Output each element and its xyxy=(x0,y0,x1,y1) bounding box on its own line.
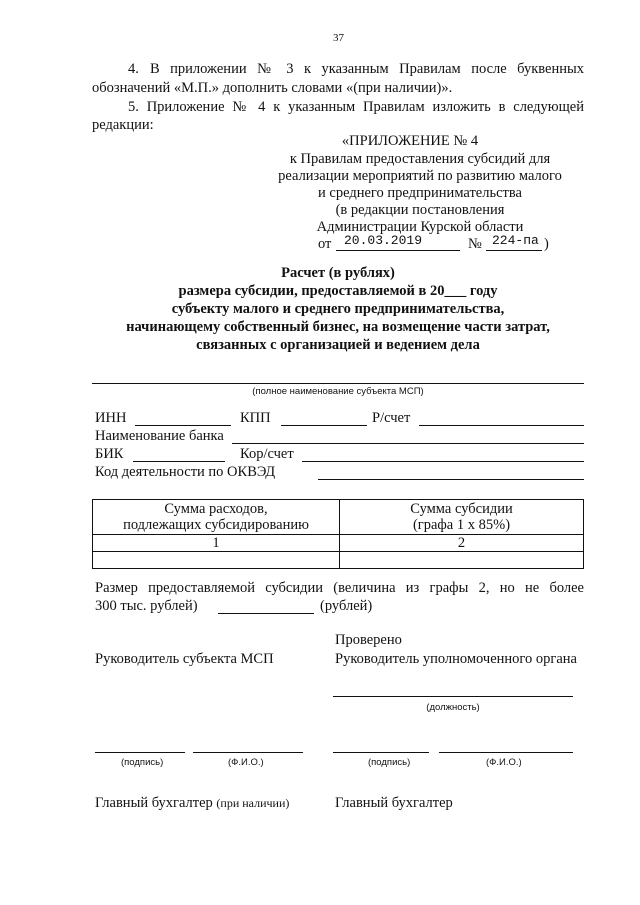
chief-acc-right: Главный бухгалтер xyxy=(335,795,453,811)
p4-line2: обозначений «М.П.» дополнить словами «(при наличии)». xyxy=(92,80,453,96)
fio-field-right[interactable] xyxy=(439,752,573,753)
table-cell-subsidy[interactable] xyxy=(340,552,584,569)
p5-line2: редакции: xyxy=(92,117,154,133)
appendix-line2: реализации мероприятий по развитию малого xyxy=(278,168,562,184)
table-header-subsidy: Сумма субсидии (графа 1 х 85%) xyxy=(340,500,584,535)
kpp-label: КПП xyxy=(240,410,271,426)
fio-caption-left: (Ф.И.О.) xyxy=(228,757,264,768)
appendix-close: ) xyxy=(544,236,549,252)
appendix-date: 20.03.2019 xyxy=(344,233,423,248)
subsidy-line2a: 300 тыс. рублей) xyxy=(95,598,198,614)
calc-title-5: связанных с организацией и ведением дела xyxy=(196,337,480,353)
appendix-no: № xyxy=(468,236,482,252)
bank-label: Наименование банка xyxy=(95,428,224,444)
table-header-expenses: Сумма расходов, подлежащих субсидированию xyxy=(93,500,340,535)
calc-title-1: Расчет (в рублях) xyxy=(281,265,395,281)
sign-caption-left: (подпись) xyxy=(121,757,164,768)
bik-label: БИК xyxy=(95,446,124,462)
appendix-title: «ПРИЛОЖЕНИЕ № 4 xyxy=(341,133,479,149)
head-org-label: Руководитель уполномоченного органа xyxy=(335,651,577,667)
p4-num: 4. xyxy=(128,61,139,77)
appendix-number: 224-па xyxy=(492,233,539,248)
appendix-line1: к Правилам предоставления субсидий для xyxy=(289,151,551,167)
sign-field-left[interactable] xyxy=(95,752,185,753)
appendix-line3: и среднего предпринимательства xyxy=(318,185,522,201)
page-number: 37 xyxy=(333,32,344,44)
subsidy-table xyxy=(92,499,584,569)
bik-field[interactable] xyxy=(133,461,225,462)
calc-title-4: начинающему собственный бизнес, на возмещение части затрат, xyxy=(126,319,550,335)
subsidy-amount-field[interactable] xyxy=(218,613,314,614)
okved-field[interactable] xyxy=(318,479,584,480)
okved-label: Код деятельности по ОКВЭД xyxy=(95,464,276,480)
position-caption: (должность) xyxy=(426,702,480,713)
p5-line1: 5. Приложение № 4 к указанным Правилам изложить в следующей xyxy=(128,99,584,115)
appendix-line4: (в редакции постановления xyxy=(335,202,505,218)
full-name-line[interactable] xyxy=(92,383,584,384)
kpp-field[interactable] xyxy=(281,425,367,426)
inn-label: ИНН xyxy=(95,410,127,426)
calc-title-3: субъекту малого и среднего предпринимательства, xyxy=(171,301,505,317)
ks-label: Кор/счет xyxy=(240,446,294,462)
subsidy-line1: Размер предоставляемой субсидии (величина из графы 2, но не более xyxy=(95,580,584,596)
chief-acc-left: Главный бухгалтер (при наличии) xyxy=(95,795,290,811)
table-col-number-1: 1 xyxy=(93,535,340,552)
rs-field[interactable] xyxy=(419,425,584,426)
calc-title-2: размера субсидии, предоставляемой в 20___ году xyxy=(178,283,498,299)
checked-label: Проверено xyxy=(335,632,402,648)
appendix-line5: Администрации Курской области xyxy=(316,219,524,235)
fio-field-left[interactable] xyxy=(193,752,303,753)
position-field[interactable] xyxy=(333,696,573,697)
rs-label: Р/счет xyxy=(372,410,411,426)
p4-line1: В приложении № 3 к указанным Правилам после буквенных xyxy=(150,61,584,77)
appendix-ot: от xyxy=(318,236,332,252)
sign-caption-right: (подпись) xyxy=(368,757,411,768)
sign-field-right[interactable] xyxy=(333,752,429,753)
inn-field[interactable] xyxy=(135,425,231,426)
fio-caption-right: (Ф.И.О.) xyxy=(486,757,522,768)
head-msp-label: Руководитель субъекта МСП xyxy=(95,651,274,667)
table-cell-expenses[interactable] xyxy=(93,552,340,569)
subsidy-line2b: (рублей) xyxy=(320,598,373,614)
ks-field[interactable] xyxy=(302,461,584,462)
table-col-number-2: 2 xyxy=(340,535,584,552)
full-name-caption: (полное наименование субъекта МСП) xyxy=(252,386,424,397)
bank-field[interactable] xyxy=(232,443,584,444)
